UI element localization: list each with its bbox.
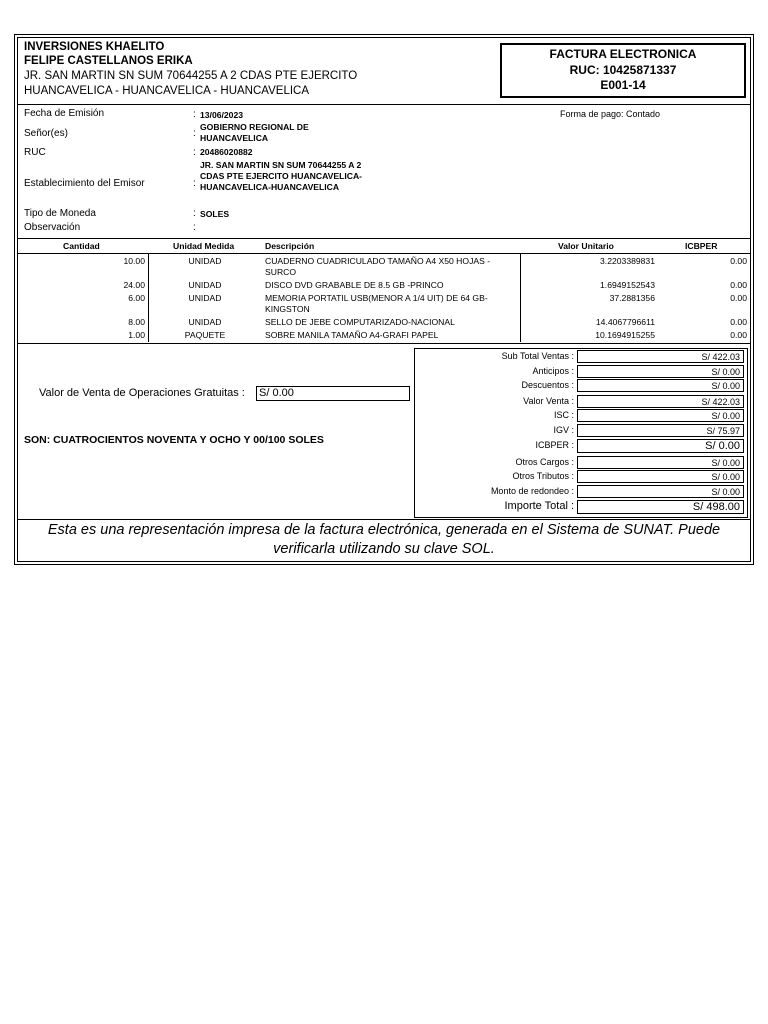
cell-icbper: 0.00 xyxy=(730,317,747,327)
igv-value: S/ 75.97 xyxy=(577,424,744,437)
amount-in-words: SON: CUATROCIENTOS NOVENTA Y OCHO Y 00/100 SOLES xyxy=(24,434,324,446)
obs-label: Observación xyxy=(24,222,81,233)
moneda-value: SOLES xyxy=(200,209,230,219)
footer-divider xyxy=(18,519,750,520)
colon: : xyxy=(193,222,196,233)
fecha-label: Fecha de Emisión xyxy=(24,108,105,119)
col-header-descripcion: Descripción xyxy=(265,241,315,251)
cell-descripcion: MEMORIA PORTATIL USB(MENOR A 1/4 UIT) DE 64 GB-KINGSTON xyxy=(265,293,488,314)
colon: : xyxy=(193,147,196,158)
colon: : xyxy=(193,109,196,120)
cell-descripcion: SOBRE MANILA TAMAÑO A4-GRAFI PAPEL xyxy=(265,330,439,340)
document-type: FACTURA ELECTRONICA xyxy=(549,47,697,61)
descuentos-value: S/ 0.00 xyxy=(577,379,744,392)
colon: : xyxy=(193,208,196,219)
document-ruc: RUC: 10425871337 xyxy=(569,62,677,77)
cell-icbper: 0.00 xyxy=(730,293,747,303)
otros-cargos-label: Otros Cargos : xyxy=(515,457,574,467)
redondeo-label: Monto de redondeo : xyxy=(490,486,574,496)
isc-value: S/ 0.00 xyxy=(577,409,744,422)
ruc-label: RUC xyxy=(24,147,46,158)
colon: : xyxy=(193,128,196,139)
col-header-unidad: Unidad Medida xyxy=(173,241,235,251)
cell-icbper: 0.00 xyxy=(730,280,747,290)
cell-descripcion: CUADERNO CUADRICULADO TAMAÑO A4 X50 HOJAS - SURCO xyxy=(265,256,491,277)
cell-cantidad: 8.00 xyxy=(128,317,145,327)
issuer-address: JR. SAN MARTIN SN SUM 70644255 A 2 CDAS PTE EJERCITO xyxy=(24,70,358,82)
igv-label: IGV : xyxy=(553,425,574,435)
cell-unidad: UNIDAD xyxy=(188,256,222,266)
cell-cantidad: 10.00 xyxy=(123,256,145,266)
senor-label: Señor(es) xyxy=(24,128,68,139)
cell-descripcion: DISCO DVD GRABABLE DE 8.5 GB -PRINCO xyxy=(265,280,444,290)
subtotal-value: S/ 422.03 xyxy=(577,350,744,363)
otros-tributos-label: Otros Tributos : xyxy=(512,471,574,481)
otros-tributos-value: S/ 0.00 xyxy=(577,470,744,483)
senor-value: GOBIERNO REGIONAL DE HUANCAVELICA xyxy=(200,122,309,143)
cell-descripcion: SELLO DE JEBE COMPUTARIZADO-NACIONAL xyxy=(265,317,455,327)
isc-label: ISC : xyxy=(553,410,574,420)
colon: : xyxy=(193,178,196,189)
anticipos-value: S/ 0.00 xyxy=(577,365,744,378)
cell-cantidad: 24.00 xyxy=(123,280,145,290)
footer-note: Esta es una representación impresa de la factura electrónica, generada en el Sistema de SUNAT. Puede verificarla utilizando su clave SOL. xyxy=(47,522,721,557)
importe-total-label: Importe Total : xyxy=(504,500,574,512)
redondeo-value: S/ 0.00 xyxy=(577,485,744,498)
valor-venta-value: S/ 422.03 xyxy=(577,395,744,408)
valor-venta-label: Valor Venta : xyxy=(523,396,574,406)
column-divider xyxy=(148,253,149,342)
issuer-owner: FELIPE CASTELLANOS ERIKA xyxy=(24,55,193,67)
cell-cantidad: 6.00 xyxy=(128,293,145,303)
issuer-location: HUANCAVELICA - HUANCAVELICA - HUANCAVELICA xyxy=(24,85,310,97)
document-id-box xyxy=(500,43,746,98)
issuer-name: INVERSIONES KHAELITO xyxy=(24,41,165,53)
cell-unidad: UNIDAD xyxy=(188,317,222,327)
cell-cantidad: 1.00 xyxy=(128,330,145,340)
anticipos-label: Anticipos : xyxy=(532,366,574,376)
descuentos-label: Descuentos : xyxy=(521,380,574,390)
column-divider xyxy=(520,253,521,342)
moneda-label: Tipo de Moneda xyxy=(24,208,96,219)
subtotal-label: Sub Total Ventas : xyxy=(501,351,574,361)
cell-valor: 14.4067796611 xyxy=(595,317,655,327)
forma-pago: Forma de pago: Contado xyxy=(560,109,661,119)
estab-value: JR. SAN MARTIN SN SUM 70644255 A 2 CDAS PTE EJERCITO HUANCAVELICA-HUANCAVELICA-HUANCAVELICA xyxy=(200,160,363,192)
col-header-icbper: ICBPER xyxy=(685,241,718,251)
cell-unidad: UNIDAD xyxy=(188,293,222,303)
cell-icbper: 0.00 xyxy=(730,330,747,340)
cell-unidad: PAQUETE xyxy=(184,330,226,340)
divider xyxy=(18,104,750,105)
otros-cargos-value: S/ 0.00 xyxy=(577,456,744,469)
table-header-line xyxy=(18,253,750,254)
fecha-value: 13/06/2023 xyxy=(200,110,244,120)
cell-valor: 1.6949152543 xyxy=(600,280,655,290)
estab-label: Establecimiento del Emisor xyxy=(24,178,145,189)
table-top-line xyxy=(18,238,750,239)
cell-icbper: 0.00 xyxy=(730,256,747,266)
gratuitas-value: S/ 0.00 xyxy=(256,386,410,401)
table-bottom-line xyxy=(18,343,750,344)
cell-valor: 3.2203389831 xyxy=(600,256,655,266)
cell-unidad: UNIDAD xyxy=(188,280,222,290)
cell-valor: 37.2881356 xyxy=(609,293,655,303)
col-header-valor: Valor Unitario xyxy=(558,241,614,251)
cell-valor: 10.1694915255 xyxy=(595,330,655,340)
gratuitas-label: Valor de Venta de Operaciones Gratuitas : xyxy=(39,387,245,399)
icbper-label: ICBPER : xyxy=(535,440,574,450)
importe-total-value: S/ 498.00 xyxy=(577,500,744,514)
document-number: E001-14 xyxy=(600,78,646,92)
ruc-value: 20486020882 xyxy=(200,147,253,157)
icbper-value: S/ 0.00 xyxy=(577,439,744,453)
col-header-cantidad: Cantidad xyxy=(63,241,100,251)
